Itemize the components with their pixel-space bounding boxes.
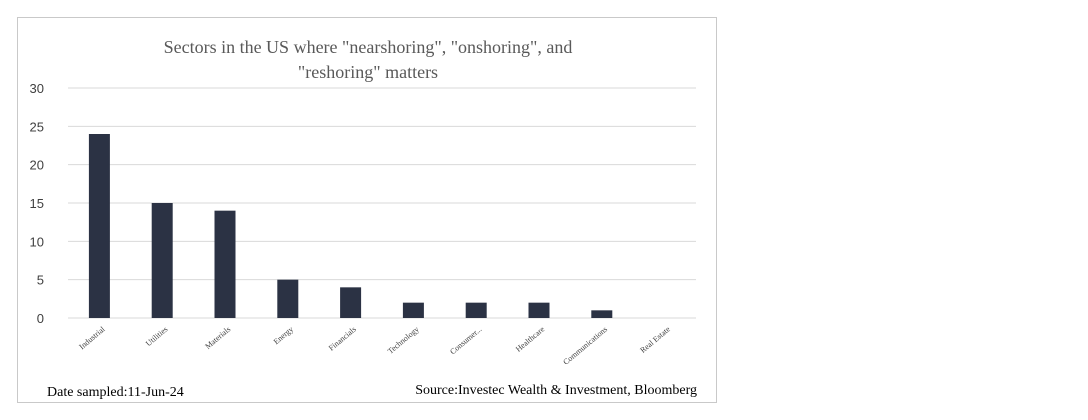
bar xyxy=(152,203,173,318)
chart-title-line-1: Sectors in the US where "nearshoring", "onshoring", and xyxy=(163,37,573,57)
y-tick-label: 30 xyxy=(29,81,44,96)
y-tick-label: 25 xyxy=(29,119,44,135)
x-tick-label: Utilities xyxy=(143,324,170,349)
x-tick-label: Real Estate xyxy=(638,324,672,355)
bar xyxy=(215,211,236,318)
chart-title-line-2: "reshoring" matters xyxy=(297,62,439,82)
source-note: Source:Investec Wealth & Investment, Bloomberg xyxy=(415,383,697,398)
x-tick-label: Consumer... xyxy=(448,324,484,357)
bar xyxy=(277,280,298,318)
bar xyxy=(529,303,550,318)
bar xyxy=(466,303,487,318)
date-sampled-note: Date sampled:11-Jun-24 xyxy=(47,385,184,400)
bar xyxy=(591,310,612,318)
y-tick-label: 20 xyxy=(29,157,44,173)
x-tick-label: Industrial xyxy=(77,324,107,352)
x-tick-label: Communications xyxy=(561,324,610,367)
x-tick-label: Financials xyxy=(326,324,358,353)
x-tick-label: Materials xyxy=(203,324,233,351)
x-tick-label: Technology xyxy=(386,324,421,356)
y-tick-label: 10 xyxy=(29,234,44,250)
x-tick-label: Energy xyxy=(271,324,296,347)
y-tick-label: 0 xyxy=(36,311,44,326)
bar xyxy=(403,303,424,318)
bar xyxy=(89,134,110,318)
x-tick-label: Healthcare xyxy=(513,324,547,354)
bar xyxy=(340,287,361,318)
y-tick-label: 15 xyxy=(29,196,44,211)
y-tick-label: 5 xyxy=(36,272,44,288)
